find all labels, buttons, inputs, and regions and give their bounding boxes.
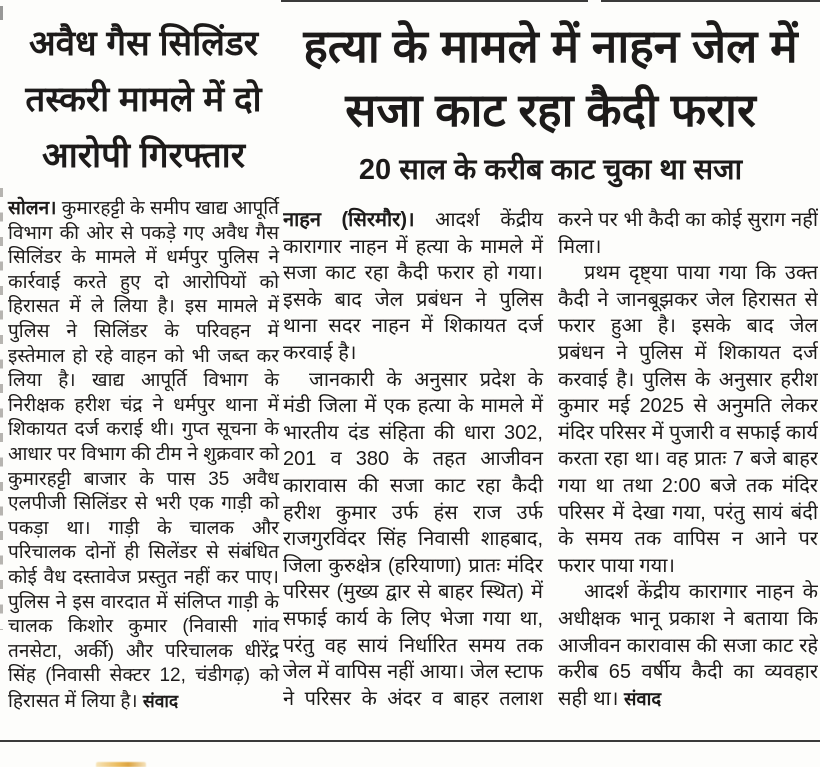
main-article-paragraph [283, 207, 543, 367]
main-article-subheadline: 20 साल के करीब काट चुका था सजा [358, 154, 743, 186]
main-article-body [283, 207, 818, 720]
main-article-text: आदर्श केंद्रीय कारागार नाहन में हत्या के मामले में सजा काट रहा कैदी फरार हो गया। इसके बाद जेल प्रबंधन ने पुलिस थाना सदर नाहन में शिकायत दर्ज करवाई है। [283, 209, 543, 364]
main-article [283, 14, 818, 720]
main-article-paragraph [558, 579, 818, 712]
main-article-headline: हत्या के मामले में नाहन जेल में सजा काट रहा कैदी फरार [303, 20, 798, 136]
left-article-headline: अवैध गैस सिलिंडर तस्करी मामले में दो आरोपी गिरफ्तार [25, 24, 262, 175]
main-article-text: आदर्श केंद्रीय कारागार नाहन के अधीक्षक भानू प्रकाश ने बताया कि आजीवन कारावास की सजा काट रहे करीब 65 वर्षीय कैदी का व्यवहार सही था। [558, 581, 818, 710]
main-article-paragraph: प्रथम दृष्ट्या पाया गया कि उक्त कैदी ने जानबूझकर जेल हिरासत से फरार हुआ है। इसके बाद जेल प्रबंधन ने पुलिस में शिकायत दर्ज करवाई है। पुलिस के अनुसार हरीश कुमार मई 2025 से अनुमति लेकर मंदिर परिसर में पुजारी व सफाई कार्य करता रहा था। वह प्रातः 7 बजे बाहर गया था तथा 2:00 बजे तक मंदिर परिसर में देखा गया, परंतु सायं बंदी के समय तक वापिस न आने पर फरार पाया गया। [558, 262, 818, 577]
main-article-signoff: संवाद [623, 687, 662, 709]
left-edge-clipped-text-mark [0, 6, 3, 20]
left-article-text: कुमारहट्टी के समीप खाद्य आपूर्ति विभाग की ओर से पकड़े गए अवैध गैस सिलिंडर के मामले में धर्मपुर पुलिस ने कार्रवाई करते हुए दो आरोपियों को हिरासत में ले लिया है। इस मामले में पुलिस ने सिलिंडर के परिवहन में इस्तेमाल हो रहे वाहन को भी जब्त कर लिया है। खाद्य आपूर्ति विभाग के निरीक्षक हरीश चंद्र ने धर्मपुर थाना में शिकायत दर्ज कराई थी। गुप्त सूचना के आधार पर विभाग की टीम ने शुक्रवार को कुमारहट्टी बाजार के पास 35 अवैध एलपीजी सिलिंडर से भरी एक गाड़ी को पकड़ा था। गाड़ी के चालक और परिचालक दोनों ही सिलेंडर से संबंधित कोई वैध दस्तावेज प्रस्तुत नहीं कर पाए। पुलिस ने इस वारदात में संलिप्त गाड़ी के चालक किशोर कुमार (निवासी गांव तनसेटा, अर्की) और परिचालक धीरेंद्र सिंह (निवासी सेक्टर 12, चंडीगढ़) को हिरासत में लिया है। [8, 198, 280, 712]
left-edge-clipped-text [0, 188, 3, 630]
main-article-dateline: नाहन (सिरमौर)। [283, 209, 415, 231]
left-article-dateline: सोलन। [8, 198, 57, 219]
left-article-body [8, 197, 279, 714]
top-rule-segment [281, 0, 588, 2]
bottom-rule [0, 740, 820, 742]
cropped-image-sliver [96, 762, 146, 767]
left-article [8, 16, 279, 714]
left-article-signoff: संवाद [142, 690, 179, 711]
main-article-paragraph: जानकारी के अनुसार प्रदेश के मंडी जिला में एक हत्या के मामले में भारतीय दंड संहिता की धारा 302, 201 व 380 के तहत आजीवन कारावास की सजा काट रहा कैदी हरीश कुमार उर्फ हंस राज उर्फ राजगुरविंदर सिंह निवासी शाहबाद, जिला कुरुक्षेत्र (हरियाणा) प्रातः मंदिर परिसर (मुख्य द्वार से बाहर स्थित) में सफाई कार्य के लिए भेजा गया था, परंतु वह सायं निर्धारित समय तक जेल में वापिस नहीं आया। जेल स्टाफ ने परिसर के अंदर व बाहर तलाश करने पर भी कैदी का कोई सुराग नहीं मिला। [283, 209, 818, 710]
top-rule-segment [601, 0, 820, 2]
